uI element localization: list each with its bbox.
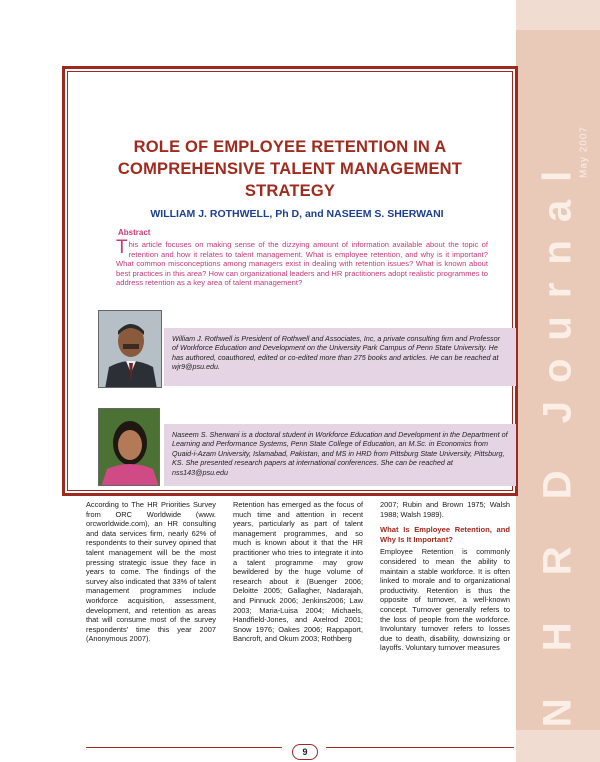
bio-box-rothwell [164, 328, 516, 386]
abstract-text: his article focuses on making sense of the dizzying amount of information available about the topic of retention and how it relates to talent management. What is employee retention, and why is it important? What common misconceptions among managers exist in dealing with retention issues? What is known about best practices in this area? How can organizational leaders and HR practitioners adopt realistic programmes to address retention as a key area of talent management? [116, 240, 488, 288]
abstract-body [116, 237, 488, 288]
abstract-heading: Abstract [118, 228, 151, 237]
author-photo-sherwani [98, 408, 160, 486]
author-photo-rothwell [98, 310, 162, 388]
title-line: STRATEGY [244, 182, 336, 200]
bio-text: William J. Rothwell is President of Rothwell and Associates, Inc, a private consulting firm and Professor of Workforce Education and Development on the University Park Campus of Penn State University. He has authored, coauthored, edited or co-edited more than 275 books and articles. He can be reached at wjr9@psu.edu. [172, 334, 501, 372]
bio-text: Naseem S. Sherwani is a doctoral student in Workforce Education and Development in the Department of Learning and Performance Systems, Penn State College of Education, an M.Sc. in Economics from Quaid-i-Azam University, Islamabad, Pakistan, and MS in HRD from Pittsburg State University, Pittsburg, KS. She presented research papers at international conferences. She can be reached at nss143@psu.edu [172, 430, 508, 477]
title-line: ROLE OF EMPLOYEE RETENTION IN A [133, 138, 447, 156]
page-number: 9 [292, 744, 318, 760]
portrait-man-icon [99, 311, 162, 388]
column-3-top: 2007; Rubin and Brown 1975; Walsh 1988; Walsh 1989). [380, 500, 510, 519]
bio-box-sherwani [164, 424, 516, 486]
article-title [110, 136, 470, 202]
body-column-2: Retention has emerged as the focus of much time and attention in recent years, particularly as part of talent management programmes, and so much is known about it that the HR practitioner who tries to integrate it into a talent programme may grow bewildered by the huge volume of research about it (Buenger 2006; Deloitte 2005; Gallagher, Nadarajah, and Pinnuck 2006; Jenkins2006; Law 2003; Maria-Luisa 2004; Michaels, Handfield-Jones, and Axelrod 2001; Snow 1976; Oakes 2006; Rappaport, Bancroft, and Okum 2003; Rothberg [233, 500, 363, 644]
body-column-1: According to The HR Priorities Survey from ORC Worldwide (www. orcworldwide.com), an HR consulting and data services firm, nearly 62% of respondents to their survey opined that talent management will be the most pressing strategic issue they face in years to come. The findings of the survey also indicated that 33% of talent management programmes include workforce acquisition, assessment, development, and retention as areas that will consume most of the survey respondents' time this year 2007 (Anonymous 2007). [86, 500, 216, 644]
column-3-body: Employee Retention is commonly considered to mean the ability to maintain a stable workforce. It is often linked to morale and to organizational productivity. Retention is thus the opposite of turnover, a well-known concept. Turnover generally refers to the loss of people from the workforce. Involuntary turnover refers to losses due to death, disability, downsizing or layoffs. Voluntary turnover measures [380, 547, 510, 653]
title-line: COMPREHENSIVE TALENT MANAGEMENT [117, 160, 463, 178]
journal-date: May 2007 [578, 126, 590, 178]
abstract-dropcap: T [116, 237, 128, 258]
section-heading: What Is Employee Retention, and Why Is It Important? [380, 525, 510, 544]
footer-rule-right [326, 747, 514, 748]
article-authors: WILLIAM J. ROTHWELL, Ph D, and NASEEM S. SHERWANI [150, 208, 444, 220]
journal-name: N H R D Journal [535, 152, 580, 728]
body-column-3 [380, 500, 510, 653]
footer-rule-left [86, 747, 282, 748]
portrait-woman-icon [99, 409, 160, 486]
